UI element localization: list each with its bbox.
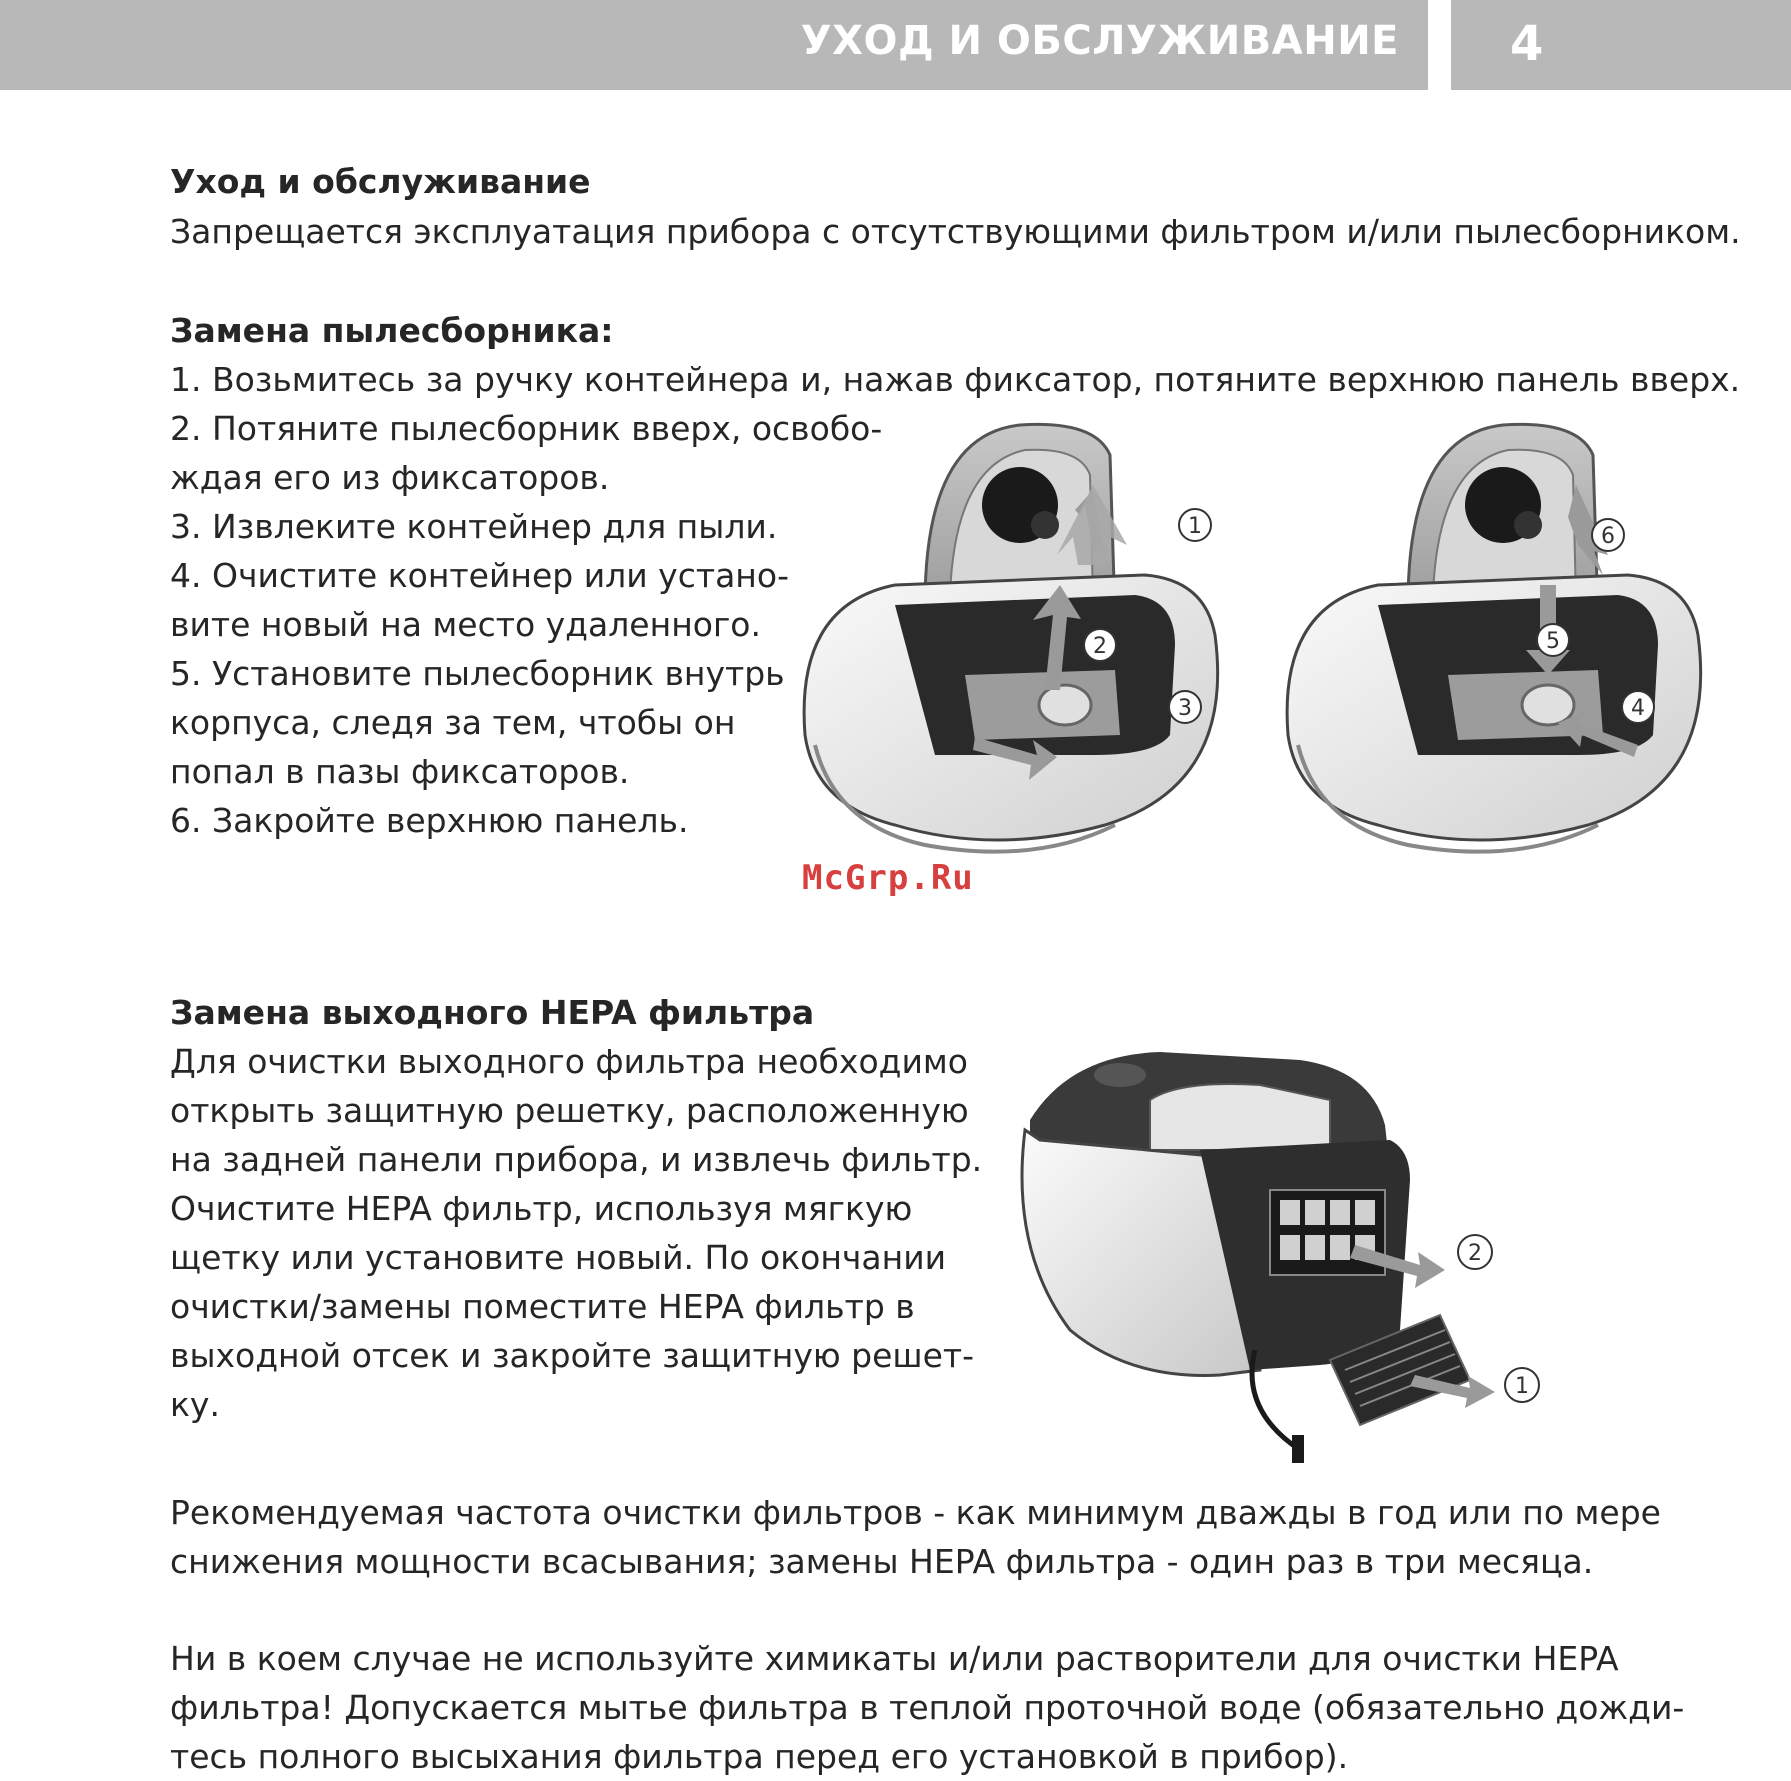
hepa-line: щетку или установите новый. По окончании: [170, 1238, 947, 1277]
figure-step-label: 2: [1093, 634, 1107, 659]
step-line: 5. Установите пылесборник внутрь: [170, 654, 785, 693]
header-title: УХОД И ОБСЛУЖИВАНИЕ: [800, 18, 1399, 64]
step-line: корпуса, следя за тем, чтобы он: [170, 703, 736, 742]
step-line: 3. Извлеките контейнер для пыли.: [170, 507, 778, 546]
hepa-line: ку.: [170, 1385, 220, 1424]
hepa-line: Очистите HEPA фильтр, используя мягкую: [170, 1189, 913, 1228]
step-line: 1. Возьмитесь за ручку контейнера и, нажав фиксатор, потяните верхнюю панель вверх.: [170, 360, 1741, 399]
hepa-line: выходной отсек и закройте защитную решет-: [170, 1336, 975, 1375]
caution-line: Ни в коем случае не используйте химикаты и/или растворители для очистки HEPA: [170, 1639, 1619, 1678]
step-line: 6. Закройте верхнюю панель.: [170, 801, 689, 840]
figure-step-label: 5: [1546, 629, 1560, 654]
hepa-line: Для очистки выходного фильтра необходимо: [170, 1042, 968, 1081]
warning-text: Запрещается эксплуатация прибора с отсутствующими фильтром и/или пылесборником.: [170, 212, 1741, 251]
step-line: попал в пазы фиксаторов.: [170, 752, 630, 791]
watermark-text: McGrp.Ru: [802, 858, 974, 898]
page-number: 4: [1510, 16, 1544, 72]
figure-step-label: 1: [1188, 514, 1202, 539]
hepa-line: очистки/замены поместите HEPA фильтр в: [170, 1287, 915, 1326]
hepa-line: открыть защитную решетку, расположенную: [170, 1091, 969, 1130]
figure-step-label: 3: [1178, 696, 1192, 721]
section-heading-dustbag: Замена пылесборника:: [170, 311, 614, 350]
caution-line: фильтра! Допускается мытье фильтра в теплой проточной воде (обязательно дожди-: [170, 1688, 1685, 1727]
figure-step-label: 2: [1468, 1241, 1482, 1266]
hepa-filter-illustration: [1000, 1030, 1540, 1470]
vacuum-open-illustration-left: [775, 405, 1275, 885]
section-heading-hepa: Замена выходного HEPA фильтра: [170, 993, 815, 1032]
frequency-line: Рекомендуемая частота очистки фильтров - как минимум дважды в год или по мере: [170, 1493, 1661, 1532]
hepa-line: на задней панели прибора, и извлечь фильтр.: [170, 1140, 983, 1179]
step-line: 4. Очистите контейнер или устано-: [170, 556, 789, 595]
figure-step-label: 4: [1631, 696, 1645, 721]
step-line: вите новый на место удаленного.: [170, 605, 761, 644]
section-heading-care: Уход и обслуживание: [170, 162, 591, 201]
figure-step-label: 6: [1601, 524, 1615, 549]
vacuum-open-illustration-right: [1258, 405, 1758, 885]
step-line: ждая его из фиксаторов.: [170, 458, 610, 497]
figure-step-label: 1: [1515, 1374, 1529, 1399]
caution-line: тесь полного высыхания фильтра перед его установкой в прибор).: [170, 1737, 1349, 1776]
step-line: 2. Потяните пылесборник вверх, освобо-: [170, 409, 883, 448]
frequency-line: снижения мощности всасывания; замены HEPA фильтра - один раз в три месяца.: [170, 1542, 1594, 1581]
page-number-box: [1451, 0, 1791, 90]
